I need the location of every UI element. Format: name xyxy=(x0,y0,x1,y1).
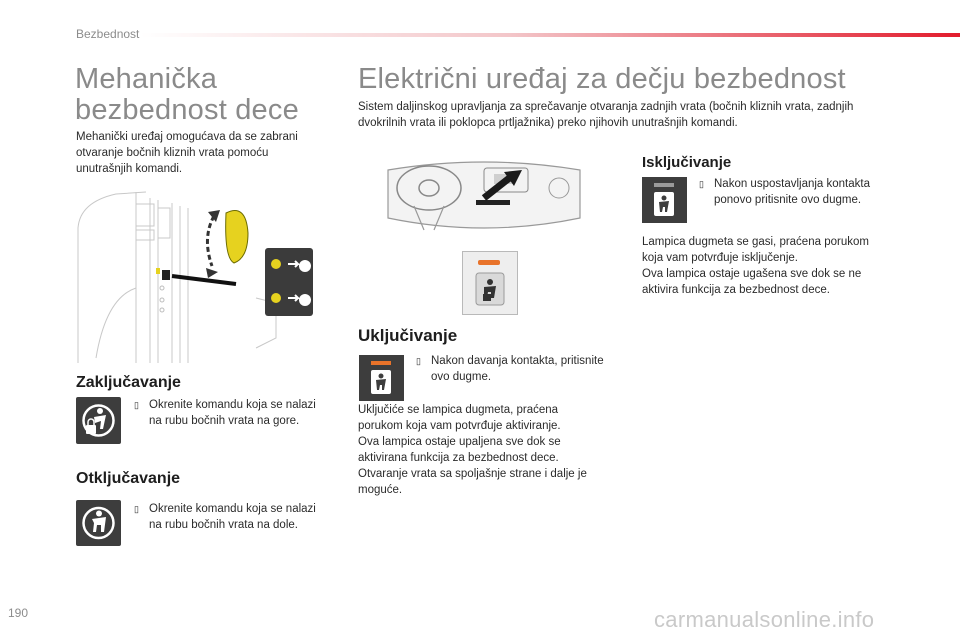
lock-text-line: Okrenite komandu koja se nalazi xyxy=(149,399,316,411)
grey-led-indicator xyxy=(654,183,674,187)
section-label: Bezbednost xyxy=(76,27,140,41)
activate-text-line: porukom koja vam potvrđuje aktiviranje. xyxy=(358,420,561,432)
unlock-text-line: na rubu bočnih vrata na dole. xyxy=(149,519,298,531)
deactivate-bullet-line: Nakon uspostavljanja kontakta xyxy=(714,178,870,190)
deactivate-description xyxy=(642,234,869,298)
unlock-text-line: Okrenite komandu koja se nalazi xyxy=(149,503,316,515)
left-intro-line: otvaranje bočnih kliznih vrata pomoću xyxy=(76,147,269,159)
activate-bullet-line: ovo dugme. xyxy=(431,371,492,383)
bullet-marker: ▯ xyxy=(134,504,139,514)
left-intro xyxy=(76,129,298,177)
lock-heading: Zaključavanje xyxy=(76,374,181,391)
left-intro-line: unutrašnjih komandi. xyxy=(76,163,183,175)
activate-description xyxy=(358,402,587,498)
bullet-marker: ▯ xyxy=(416,356,421,366)
button-on-icon xyxy=(359,355,404,401)
unlock-instruction xyxy=(134,501,316,533)
deactivate-text-line: Ova lampica ostaje ugašena sve dok se ne xyxy=(642,268,862,280)
deactivate-instruction xyxy=(699,176,870,208)
child-icon xyxy=(76,500,121,546)
child-lock-button-icon xyxy=(462,251,518,315)
header-divider xyxy=(140,33,960,37)
left-title-line1: Mehanička xyxy=(75,63,218,95)
left-title xyxy=(75,64,299,126)
page-number: 190 xyxy=(8,606,29,620)
left-title-line2: bezbednost dece xyxy=(75,94,299,126)
right-intro-line: dvokrilnih vrata ili poklopca prtljažnika) preko njihovih unutrašnjih komandi. xyxy=(358,117,738,129)
lock-instruction xyxy=(134,397,316,429)
button-off-icon xyxy=(642,177,687,223)
deactivate-bullet-line: ponovo pritisnite ovo dugme. xyxy=(714,194,862,206)
bullet-marker: ▯ xyxy=(699,179,704,189)
child-lock-icon xyxy=(76,397,121,444)
bullet-marker: ▯ xyxy=(134,400,139,410)
watermark: carmanualsonline.info xyxy=(654,607,875,632)
right-intro-line: Sistem daljinskog upravljanja za sprečavanje otvaranja zadnjih vrata (bočnih kliznih vrata, zadnjih xyxy=(358,101,854,113)
right-title: Električni uređaj za dečju bezbednost xyxy=(358,63,846,95)
activate-text-line: Ova lampica ostaje upaljena sve dok se xyxy=(358,436,561,448)
activate-text-line: Uključiće se lampica dugmeta, praćena xyxy=(358,404,559,416)
unlock-heading: Otključavanje xyxy=(76,470,181,487)
activate-text-line: aktivirana funkcija za bezbednost dece. xyxy=(358,452,559,464)
activate-text-line: Otvaranje vrata sa spoljašnje strane i dalje je xyxy=(358,468,587,480)
lock-text-line: na rubu bočnih vrata na gore. xyxy=(149,415,300,427)
orange-led-indicator xyxy=(371,361,391,365)
activate-instruction xyxy=(416,353,604,385)
activate-text-line: moguće. xyxy=(358,484,403,496)
right-intro xyxy=(358,99,853,131)
deactivate-text-line: aktivira funkcija za bezbednost dece. xyxy=(642,284,830,296)
deactivate-text-line: koja vam potvrđuje isključenje. xyxy=(642,252,798,264)
dashboard-illustration xyxy=(384,158,584,238)
orange-led-indicator xyxy=(478,260,500,265)
deactivate-text-line: Lampica dugmeta se gasi, praćena porukom xyxy=(642,236,869,248)
deactivate-heading: Isključivanje xyxy=(642,154,732,171)
door-mechanism-illustration xyxy=(76,188,322,364)
left-intro-line: Mehanički uređaj omogućava da se zabrani xyxy=(76,131,298,143)
activate-heading: Uključivanje xyxy=(358,326,458,345)
activate-bullet-line: Nakon davanja kontakta, pritisnite xyxy=(431,355,604,367)
